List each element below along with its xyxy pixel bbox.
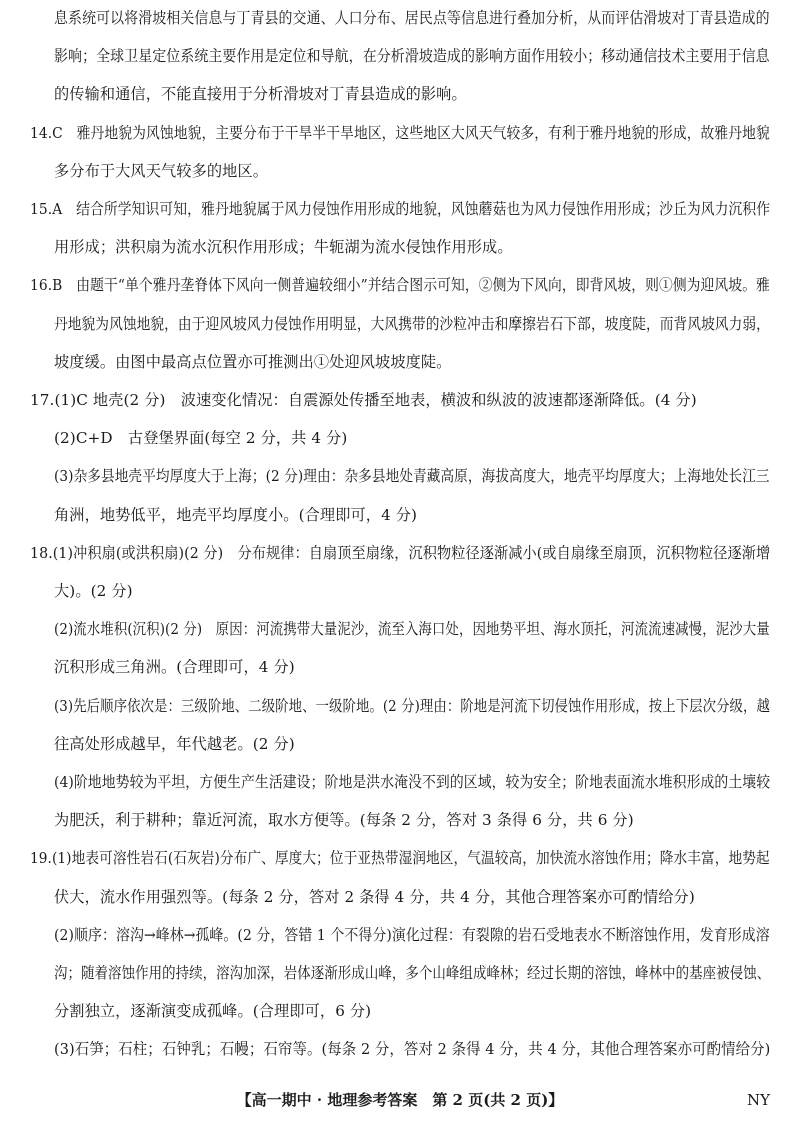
- text-line: 沟；随着溶蚀作用的持续，溶沟加深，岩体逐渐形成山峰，多个山峰组成峰林；经过长期的溶蚀，峰林中的基座被侵蚀、: [54, 964, 771, 982]
- text-line: 影响；全球卫星定位系统主要作用是定位和导航，在分析滑坡造成的影响方面作用较小；移动通信技术主要用于信息: [54, 47, 770, 66]
- footer-code: NY: [746, 1091, 770, 1109]
- footer-title: 【高一期中 · 地理参考答案 第 2 页(共 2 页)】: [236, 1091, 564, 1109]
- text-line: (2)顺序：溶沟→峰林→孤峰。(2 分，答错 1 个不得分)演化过程：有裂隙的岩石受地表水不断溶蚀作用，发育形成溶: [54, 925, 770, 944]
- text-line: 伏大，流水作用强烈等。(每条 2 分，答对 2 条得 4 分，共 4 分，其他合理答案亦可酌情给分): [54, 887, 695, 906]
- text-line: 大)。(2 分): [54, 582, 133, 600]
- text-line: 沉积形成三角洲。(合理即可，4 分): [54, 658, 295, 677]
- text-line: 角洲，地势低平，地壳平均厚度小。(合理即可，4 分): [54, 505, 418, 524]
- text-line: 14.C 雅丹地貌为风蚀地貌，主要分布于干旱半干旱地区，这些地区大风天气较多，有利于雅丹地貌的形成，故雅丹地貌: [30, 123, 770, 142]
- text-line: (2)流水堆积(沉积)(2 分) 原因：河流携带大量泥沙，流至入海口处，因地势平坦、海水顶托，河流流速减慢，泥沙大量: [54, 620, 770, 639]
- text-line: 息系统可以将滑坡相关信息与丁青县的交通、人口分布、居民点等信息进行叠加分析，从而评估滑坡对丁青县造成的: [54, 9, 770, 27]
- text-line: (4)阶地地势较为平坦，方便生产生活建设；阶地是洪水淹没不到的区域，较为安全；阶地表面流水堆积形成的土壤较: [54, 773, 771, 791]
- text-line: 坡度缓。由图中最高点位置亦可推测出①处迎风坡坡度陡。: [54, 352, 452, 371]
- text-line: 17.(1)C 地壳(2 分) 波速变化情况：自震源处传播至地表，横波和纵波的波速都逐渐降低。(4 分): [30, 391, 697, 409]
- text-line: 多分布于大风天气较多的地区。: [54, 161, 269, 180]
- text-line: 用形成；洪积扇为流水沉积作用形成；牛轭湖为流水侵蚀作用形成。: [54, 238, 513, 257]
- text-line: (3)石笋；石柱；石钟乳；石幔；石帘等。(每条 2 分，答对 2 条得 4 分，共 4 分，其他合理答案亦可酌情给分): [54, 1040, 771, 1059]
- text-line: 15.A 结合所学知识可知，雅丹地貌属于风力侵蚀作用形成的地貌，风蚀蘑菇也为风力侵蚀作用形成；沙丘为风力沉积作: [30, 200, 771, 218]
- text-line: 为肥沃，利于耕种；靠近河流，取水方便等。(每条 2 分，答对 3 条得 6 分，共 6 分): [54, 811, 634, 830]
- text-line: 分割独立，逐渐演变成孤峰。(合理即可，6 分): [54, 1002, 372, 1021]
- text-line: 往高处形成越早，年代越老。(2 分): [54, 734, 295, 753]
- text-line: (2)C+D 古登堡界面(每空 2 分，共 4 分): [54, 429, 348, 448]
- text-line: 的传输和通信，不能直接用于分析滑坡对丁青县造成的影响。: [54, 85, 467, 104]
- text-line: 19.(1)地表可溶性岩石(石灰岩)分布广、厚度大；位于亚热带湿润地区，气温较高，加快流水溶蚀作用；降水丰富，地势起: [30, 849, 770, 868]
- text-line: (3)杂多县地壳平均厚度大于上海；(2 分)理由：杂多县地处青藏高原，海拔高度大，地壳平均厚度大；上海地处长江三: [54, 467, 770, 486]
- text-line: 丹地貌为风蚀地貌，由于迎风坡风力侵蚀作用明显，大风携带的沙粒冲击和摩擦岩石下部，坡度陡，而背风坡风力弱，: [54, 314, 770, 333]
- text-line: (3)先后顺序依次是：三级阶地、二级阶地、一级阶地。(2 分)理由：阶地是河流下切侵蚀作用形成，按上下层次分级，越: [54, 696, 770, 715]
- text-line: 16.B 由题干“单个雅丹垄脊体下风向一侧普遍较细小”并结合图示可知，②侧为下风向，即背风坡，则①侧为迎风坡。雅: [30, 276, 770, 295]
- text-line: 18.(1)冲积扇(或洪积扇)(2 分) 分布规律：自扇顶至扇缘，沉积物粒径逐渐减小(或自扇缘至扇顶，沉积物粒径逐渐增: [30, 543, 771, 562]
